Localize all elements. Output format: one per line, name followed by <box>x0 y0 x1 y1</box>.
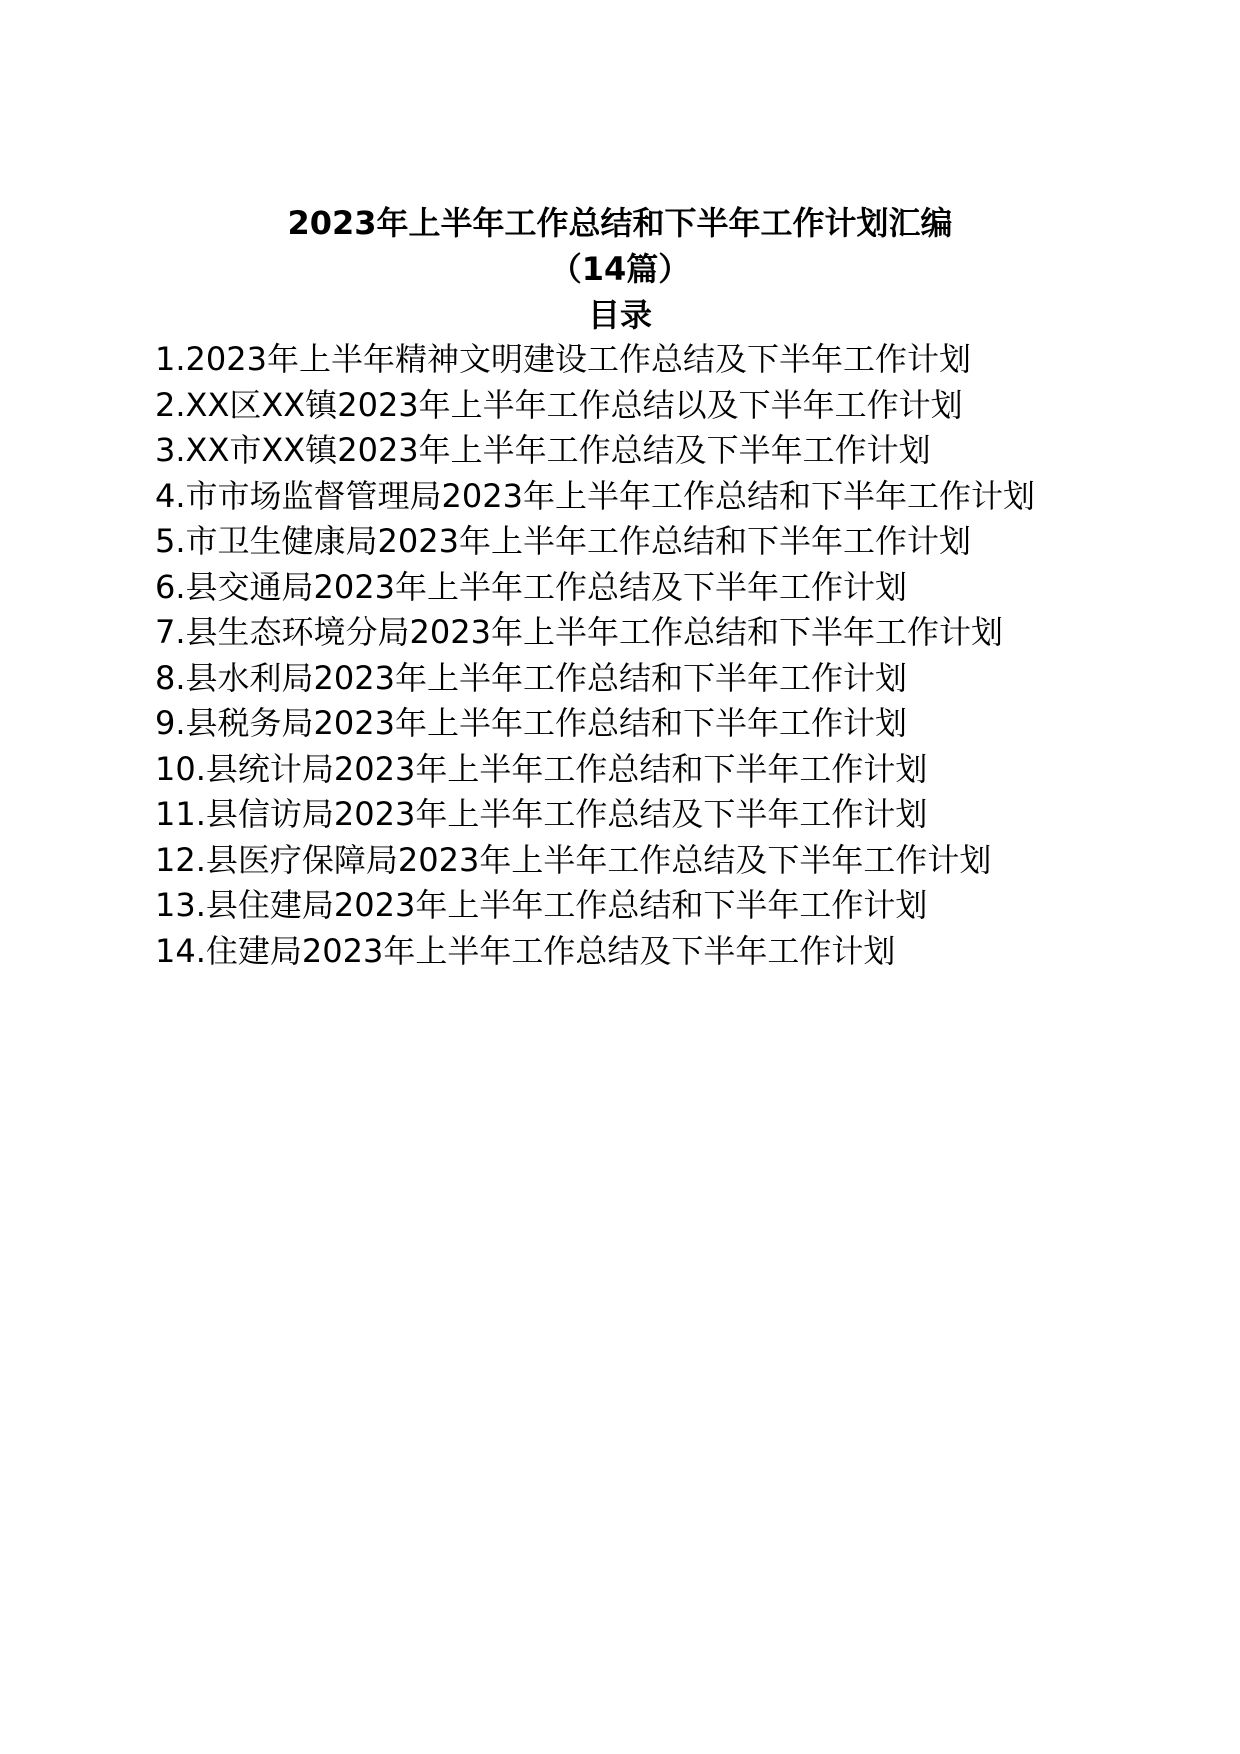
toc-item-9[interactable]: 9.县税务局2023年上半年工作总结和下半年工作计划 <box>155 704 907 742</box>
toc-item-8[interactable]: 8.县水利局2023年上半年工作总结和下半年工作计划 <box>155 658 907 697</box>
toc-item-14[interactable]: 14.住建局2023年上半年工作总结及下半年工作计划 <box>155 931 896 970</box>
toc-item-4[interactable]: 4.市市场监督管理局2023年上半年工作总结和下半年工作计划 <box>155 476 1035 515</box>
toc-item-7[interactable]: 7.县生态环境分局2023年上半年工作总结和下半年工作计划 <box>155 613 1003 651</box>
toc-heading: 目录 <box>587 296 652 334</box>
toc-item-6[interactable]: 6.县交通局2023年上半年工作总结及下半年工作计划 <box>155 567 907 606</box>
toc-item-3[interactable]: 3.XX市XX镇2023年上半年工作总结及下半年工作计划 <box>155 431 931 469</box>
toc-item-2[interactable]: 2.XX区XX镇2023年上半年工作总结以及下半年工作计划 <box>155 385 963 424</box>
toc-item-12[interactable]: 12.县医疗保障局2023年上半年工作总结及下半年工作计划 <box>155 840 992 879</box>
toc-item-10[interactable]: 10.县统计局2023年上半年工作总结和下半年工作计划 <box>155 749 928 788</box>
table-of-contents <box>155 337 1085 974</box>
title-block <box>0 200 1240 338</box>
toc-item-13[interactable]: 13.县住建局2023年上半年工作总结和下半年工作计划 <box>155 886 928 924</box>
document-subtitle: （14篇） <box>549 250 691 288</box>
toc-item-5[interactable]: 5.市卫生健康局2023年上半年工作总结和下半年工作计划 <box>155 522 971 560</box>
toc-item-1[interactable]: 1.2023年上半年精神文明建设工作总结及下半年工作计划 <box>155 340 971 378</box>
toc-item-11[interactable]: 11.县信访局2023年上半年工作总结及下半年工作计划 <box>155 795 928 833</box>
document-title: 2023年上半年工作总结和下半年工作计划汇编 <box>287 204 953 242</box>
